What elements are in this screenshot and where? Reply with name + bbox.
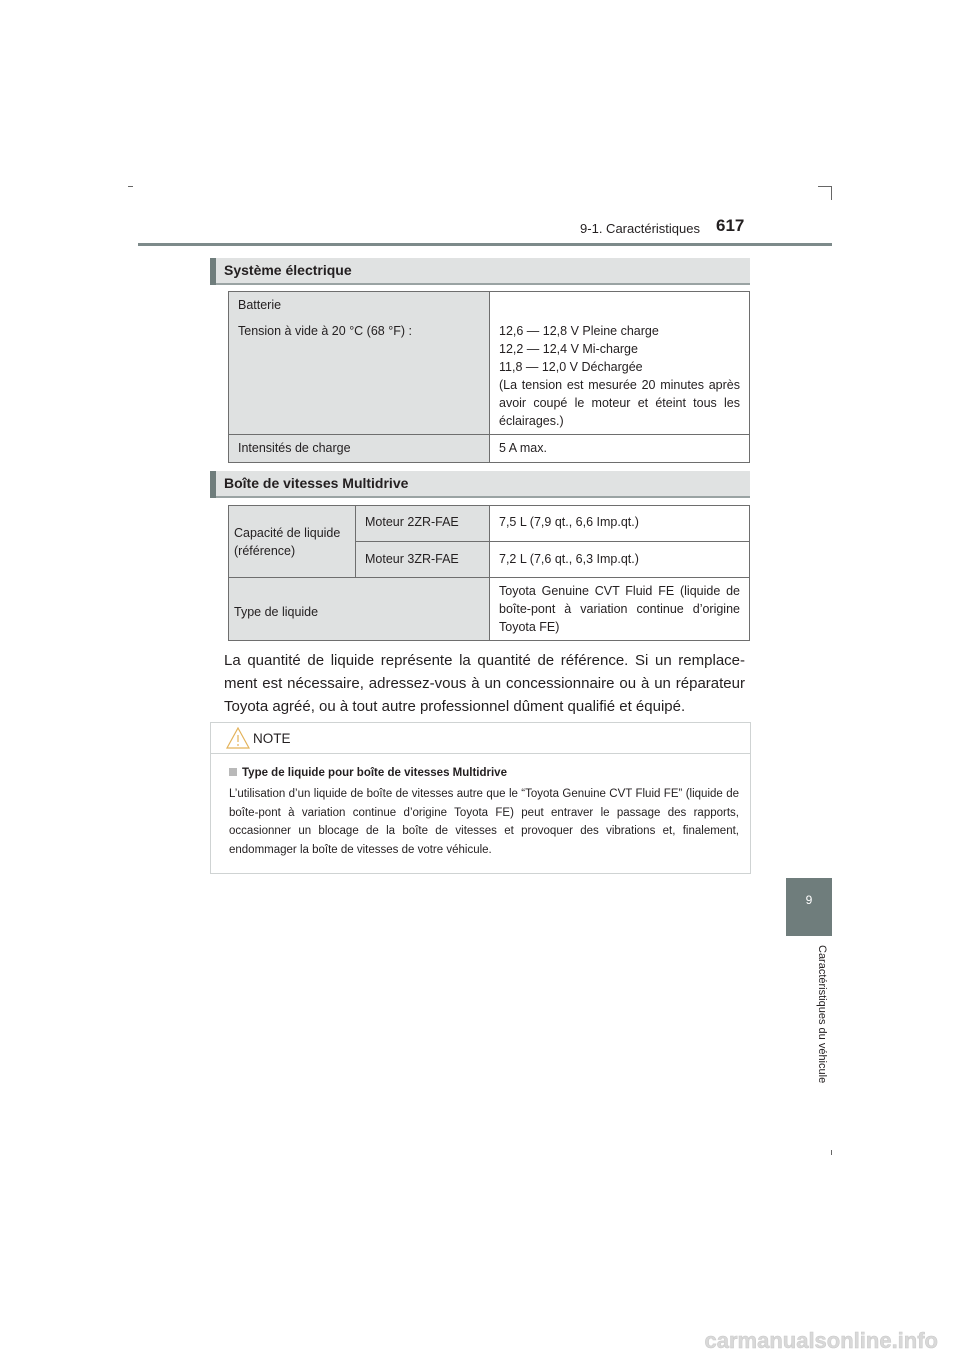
battery-label: Batterie (238, 298, 282, 312)
note-item-title-text: Type de liquide pour boîte de vitesses Multidrive (242, 767, 507, 779)
table-cell-label (229, 578, 490, 641)
charge-label: Intensités de charge (238, 441, 351, 455)
header-divider (138, 243, 832, 246)
table-row (229, 435, 750, 463)
page-number: 617 (716, 216, 745, 235)
charge-value: 5 A max. (499, 441, 547, 455)
chapter-label-text: Caractéristiques du véhicule (816, 945, 828, 1084)
table-cell-value (490, 292, 750, 435)
reference-paragraph: La quantité de liquide représente la quantité de référence. Si un remplace-ment est nécessaire, adressez-vous à un concessionnaire ou à un réparateur Toyota agréé, ou à tout autre professionnel dûment qualifié et équipé. (224, 652, 745, 715)
table-row (229, 292, 750, 435)
voltage-label: Tension à vide à 20 °C (68 °F) : (238, 324, 412, 338)
crop-mark (818, 186, 832, 187)
chapter-tab: 9 (786, 878, 832, 936)
engine-capacity: 7,2 L (7,6 qt., 6,3 Imp.qt.) (499, 552, 639, 566)
fluid-label: Type de liquide (234, 605, 319, 619)
electrical-spec-table (228, 291, 750, 463)
section-heading-text: Boîte de vitesses Multidrive (224, 475, 409, 491)
voltage-full: 12,6 — 12,8 V Pleine charge (499, 324, 659, 338)
table-cell-label (229, 435, 490, 463)
voltage-half: 12,2 — 12,4 V Mi-charge (499, 342, 638, 356)
engine-name: Moteur 3ZR-FAE (365, 552, 459, 566)
warning-triangle-icon (226, 727, 250, 749)
fluid-value: Toyota Genuine CVT Fluid FE (liquide de boîte-pont à variation continue d’origine Toyota FE) (499, 584, 740, 634)
capacity-label: Capacité de liquide (référence) (234, 525, 341, 558)
voltage-discharged: 11,8 — 12,0 V Déchargée (499, 360, 643, 374)
engine-name: Moteur 2ZR-FAE (365, 515, 459, 529)
transmission-spec-table (228, 505, 750, 641)
section-heading-electrical (210, 258, 750, 285)
table-row (229, 578, 750, 641)
table-cell-value (490, 435, 750, 463)
watermark-logo (640, 1326, 940, 1354)
section-heading-transmission (210, 471, 750, 498)
table-row (229, 506, 750, 542)
watermark-text-graphic (640, 1326, 940, 1354)
table-cell-value (490, 506, 750, 542)
table-cell-label (229, 292, 490, 435)
crop-mark (831, 1150, 832, 1155)
note-header (211, 723, 750, 754)
table-cell-value (490, 542, 750, 578)
table-cell-label (229, 506, 356, 578)
voltage-note: (La tension est mesurée 20 minutes après avoir coupé le moteur et éteint tous les éclairages.) (499, 378, 740, 428)
bullet-square-icon (229, 768, 237, 776)
table-cell-value (490, 578, 750, 641)
table-cell-label (356, 542, 490, 578)
note-title: NOTE (253, 731, 291, 746)
engine-capacity: 7,5 L (7,9 qt., 6,6 Imp.qt.) (499, 515, 639, 529)
crop-mark (128, 186, 133, 187)
chapter-label (812, 945, 832, 1110)
crop-mark (831, 186, 832, 200)
header-section-title: 9-1. Caractéristiques (580, 221, 700, 236)
svg-text:carmanualsonline.info: carmanualsonline.info (704, 1328, 938, 1353)
note-item-heading (229, 767, 739, 779)
note-box (210, 722, 751, 874)
note-item-text: L’utilisation d’un liquide de boîte de vitesses autre que le “Toyota Genuine CVT Fluid FE” (liquide de boîte-pont à variation continue d’origine Toyota FE) peut entraver le passage des rapports, occasionner un blocage de la boîte de vitesses et provoquer des vibrations et, finalement, endommager la boîte de vitesses de votre véhicule. (229, 788, 739, 856)
section-heading-text: Système électrique (224, 262, 352, 278)
table-cell-label (356, 506, 490, 542)
